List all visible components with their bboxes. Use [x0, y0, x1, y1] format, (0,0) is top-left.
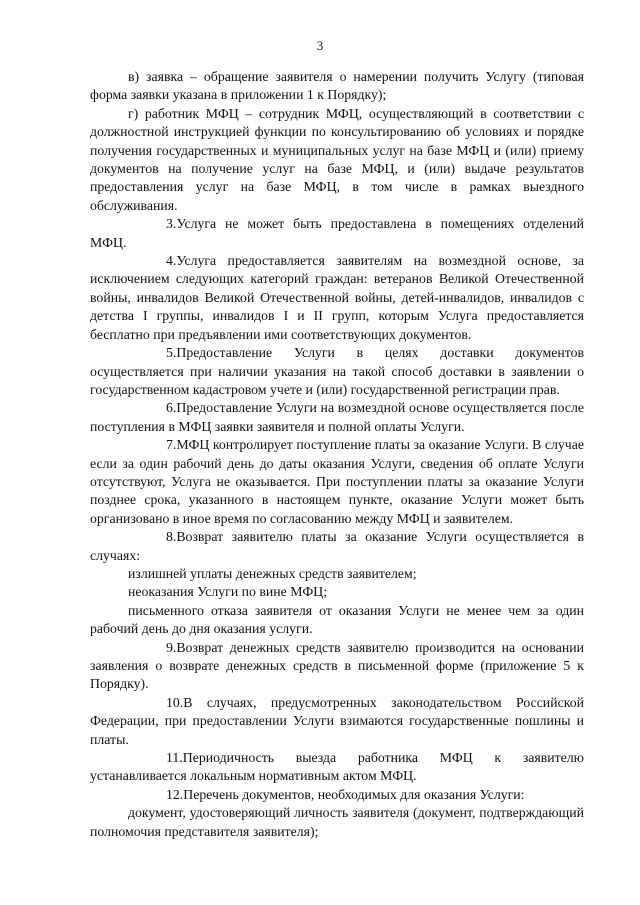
paragraph-number: 5.	[166, 345, 177, 361]
paragraph-4	[90, 252, 584, 344]
paragraph-text: Возврат заявителю платы за оказание Услуги осуществляется в случаях:	[90, 529, 584, 563]
paragraph-text: Предоставление Услуги в целях доставки документов осуществляется при наличии указания на такой способ доставки в заявлении о государственном кадастровом учете и (или) государственной регистрации прав.	[90, 345, 584, 397]
paragraph-12	[90, 786, 584, 804]
paragraph-definition-v	[90, 68, 584, 105]
paragraph-11	[90, 749, 584, 786]
paragraph-number: 8.	[166, 529, 177, 545]
paragraph-text: документ, удостоверяющий личность заявителя (документ, подтверждающий полномочия представителя заявителя);	[90, 805, 584, 839]
paragraph-5	[90, 344, 584, 399]
paragraph-8-case-1	[90, 565, 584, 583]
paragraph-number: 3.	[166, 216, 177, 232]
paragraph-definition-g	[90, 105, 584, 215]
paragraph-number: 6.	[166, 400, 177, 416]
paragraph-8	[90, 528, 584, 565]
paragraph-12-item-1	[90, 804, 584, 841]
paragraph-text: МФЦ контролирует поступление платы за оказание Услуги. В случае если за один рабочий день до даты оказания Услуги, сведения об оплате Услуги отсутствуют, Услуга не оказывается. При поступлении платы за оказание Услуги позднее срока, указанного в настоящем пункте, оказание Услуги может быть организовано в иное время по согласованию между МФЦ и заявителем.	[90, 437, 584, 526]
document-body	[90, 68, 584, 841]
paragraph-text: неоказания Услуги по вине МФЦ;	[128, 584, 328, 600]
paragraph-text: излишней уплаты денежных средств заявителем;	[128, 565, 417, 581]
paragraph-text: Перечень документов, необходимых для оказания Услуги:	[183, 786, 525, 802]
paragraph-9	[90, 639, 584, 694]
paragraph-7	[90, 436, 584, 528]
paragraph-number: 9.	[166, 639, 177, 655]
paragraph-number: 10.	[166, 694, 184, 710]
paragraph-text: письменного отказа заявителя от оказания Услуги не менее чем за один рабочий день до дня оказания услуги.	[90, 602, 584, 637]
paragraph-text: В случаях, предусмотренных законодательством Российской Федерации, при предоставлении Услуги взимаются государственные пошлины и платы.	[90, 694, 584, 747]
paragraph-3	[90, 215, 584, 252]
paragraph-text: в) заявка – обращение заявителя о намерении получить Услугу (типовая форма заявки указана в приложении 1 к Порядку);	[90, 69, 584, 103]
paragraph-text: Возврат денежных средств заявителю производится на основании заявления о возврате денежных средств в письменной форме (приложение 5 к Порядку).	[90, 639, 584, 692]
paragraph-8-case-3	[90, 602, 584, 639]
page-number: 3	[316, 38, 324, 53]
paragraph-text: Услуга не может быть предоставлена в помещениях отделений МФЦ.	[90, 216, 584, 250]
paragraph-number: 7.	[166, 437, 177, 453]
paragraph-10	[90, 694, 584, 749]
paragraph-number: 11.	[166, 750, 183, 766]
paragraph-text: Услуга предоставляется заявителям на возмездной основе, за исключением следующих категорий граждан: ветеранов Великой Отечественной войны, инвалидов Великой Отечественной войны, детей-инвалидов, инвалидов с детства I группы, инвалидов I и II групп, которым Услуга предоставляется бесплатно при предъявлении ими соответствующих документов.	[90, 253, 584, 342]
paragraph-number: 4.	[166, 253, 177, 269]
paragraph-text: Предоставление Услуги на возмездной основе осуществляется после поступления в МФЦ заявки заявителя и полной оплаты Услуги.	[90, 400, 584, 434]
paragraph-8-case-2	[90, 583, 584, 601]
paragraph-number: 12.	[166, 786, 184, 802]
paragraph-6	[90, 399, 584, 436]
paragraph-text: г) работник МФЦ – сотрудник МФЦ, осуществляющий в соответствии с должностной инструкцией функции по консультированию об условиях и порядке получения государственных и муниципальных услуг на базе МФЦ и (или) приему документов на получение услуг на базе МФЦ, и (или) выдаче результатов предоставления услуг на базе МФЦ, в том числе в рамках выездного обслуживания.	[90, 105, 584, 213]
paragraph-text: Периодичность выезда работника МФЦ к заявителю устанавливается локальным нормативным актом МФЦ.	[90, 750, 584, 784]
